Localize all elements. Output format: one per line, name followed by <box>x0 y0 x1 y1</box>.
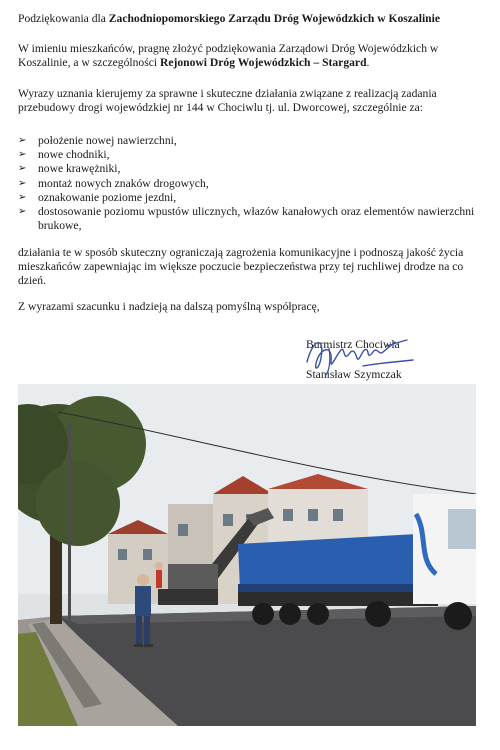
list-item: ➢ oznakowanie poziome jezdni, <box>18 191 483 205</box>
list-item: ➢ nowe chodniki, <box>18 148 483 162</box>
list-item: ➢ dostosowanie poziomu wpustów ulicznych, włazów kanałowych oraz elementów nawierzchni brukowe, <box>18 205 483 233</box>
title-prefix: Podziękowania dla <box>18 12 109 25</box>
impact-paragraph: działania te w sposób skuteczny ograniczają zagrożenia komunikacyjne i podnoszą jakość życia mieszkańców zapewniając im większe poczucie bezpieczeństwa przy tej ruchliwej drodze na co dzień. <box>18 246 464 288</box>
intro-end: . <box>366 56 370 70</box>
title-addressee: Zachodniopomorskiego Zarządu Dróg Wojewódzkich w Koszalinie <box>108 12 440 25</box>
appreciation-paragraph: Wyrazy uznania kierujemy za sprawne i skuteczne działania związane z realizacją zadania przebudowy drogi wojewódzkiej nr 144 w Chociwlu tj. ul. Dworcowej, szczególnie za: <box>18 87 437 115</box>
list-item: ➢ nowe krawężniki, <box>18 162 483 176</box>
road-milling-scene-image <box>18 384 476 726</box>
intro-highlight: Rejonowi Dróg Wojewódzkich – Stargard <box>159 56 367 70</box>
intro-text: W imieniu mieszkańców, pragnę złożyć podziękowania Zarządowi Dróg Wojewódzkich w Koszalinie, a w szczególności <box>18 42 439 70</box>
list-item: ➢ położenie nowej nawierzchni, <box>18 134 483 148</box>
achievements-list <box>18 134 483 233</box>
signature-title: Burmistrz Chociwla <box>306 338 400 351</box>
signature-name: Stanisław Szymczak <box>306 368 402 381</box>
intro-paragraph <box>18 42 483 70</box>
letter-title <box>18 12 483 26</box>
road-works-photo <box>18 384 476 726</box>
closing-line: Z wyrazami szacunku i nadzieją na dalszą pomyślną współpracę, <box>18 300 320 313</box>
handwritten-signature-icon <box>303 332 423 376</box>
list-item: ➢ montaż nowych znaków drogowych, <box>18 177 483 191</box>
